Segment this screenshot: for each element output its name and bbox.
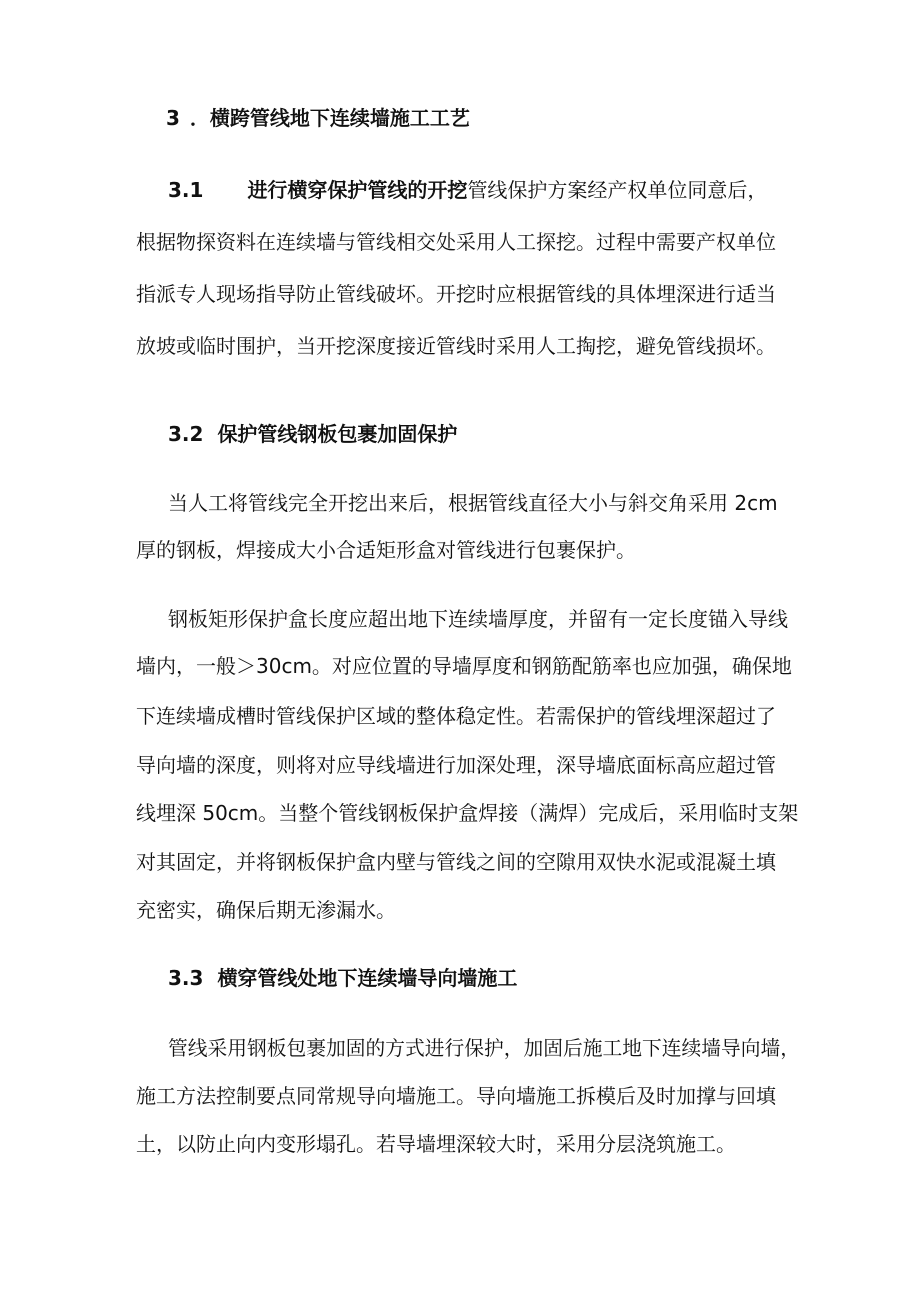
section-3-3-line: 土，以防止向内变形塌孔。若导墙埋深较大时，采用分层浇筑施工。 (136, 1132, 736, 1156)
main-heading (166, 104, 470, 132)
section-3-3-line: 管线采用钢板包裹加固的方式进行保护，加固后施工地下连续墙导向墙， (168, 1036, 800, 1060)
section-3-1-number: 3.1 (168, 178, 204, 202)
section-3-3-title: 横穿管线处地下连续墙导向墙施工 (217, 966, 518, 990)
section-3-2-number: 3.2 (168, 422, 204, 446)
section-3-1-title: 进行横穿保护管线的开挖 (247, 178, 468, 202)
section-3-3-line: 施工方法控制要点同常规导向墙施工。导向墙施工拆模后及时加撑与回填 (136, 1084, 776, 1108)
section-3-2-para1-line: 厚的钢板，焊接成大小合适矩形盒对管线进行包裹保护。 (136, 538, 636, 562)
section-3-3-number: 3.3 (168, 966, 204, 990)
section-3-1-line: 管线保护方案经产权单位同意后， (467, 178, 768, 202)
section-3-1-first-line (168, 176, 767, 204)
main-heading-number: 3 (166, 106, 180, 130)
section-3-2-heading (168, 420, 457, 448)
section-3-2-para2-line: 墙内，一般＞30cm。对应位置的导墙厚度和钢筋配筋率也应加强，确保地 (136, 654, 792, 678)
section-3-1-line: 放坡或临时围护，当开挖深度接近管线时采用人工掏挖，避免管线损坏。 (136, 334, 776, 358)
section-3-3-heading (168, 964, 517, 992)
section-3-2-para2-line: 对其固定，并将钢板保护盒内壁与管线之间的空隙用双快水泥或混凝土填 (136, 850, 776, 874)
main-heading-text: ．横跨管线地下连续墙施工工艺 (189, 106, 470, 130)
section-3-2-para2-line: 钢板矩形保护盒长度应超出地下连续墙厚度，并留有一定长度锚入导线 (168, 607, 788, 631)
section-3-2-para2-line: 充密实，确保后期无渗漏水。 (136, 898, 396, 922)
section-3-1-line: 根据物探资料在连续墙与管线相交处采用人工探挖。过程中需要产权单位 (136, 230, 776, 254)
section-3-2-para1-line: 当人工将管线完全开挖出来后，根据管线直径大小与斜交角采用 2cm (168, 491, 778, 515)
section-3-1-line: 指派专人现场指导防止管线破坏。开挖时应根据管线的具体埋深进行适当 (136, 282, 776, 306)
section-3-2-para2-line: 下连续墙成槽时管线保护区域的整体稳定性。若需保护的管线埋深超过了 (136, 704, 776, 728)
section-3-2-para2-line: 导向墙的深度，则将对应导线墙进行加深处理，深导墙底面标高应超过管 (136, 753, 776, 777)
section-3-2-title: 保护管线钢板包裹加固保护 (217, 422, 458, 446)
section-3-2-para2-line: 线埋深 50cm。当整个管线钢板保护盒焊接（满焊）完成后，采用临时支架 (136, 801, 799, 825)
